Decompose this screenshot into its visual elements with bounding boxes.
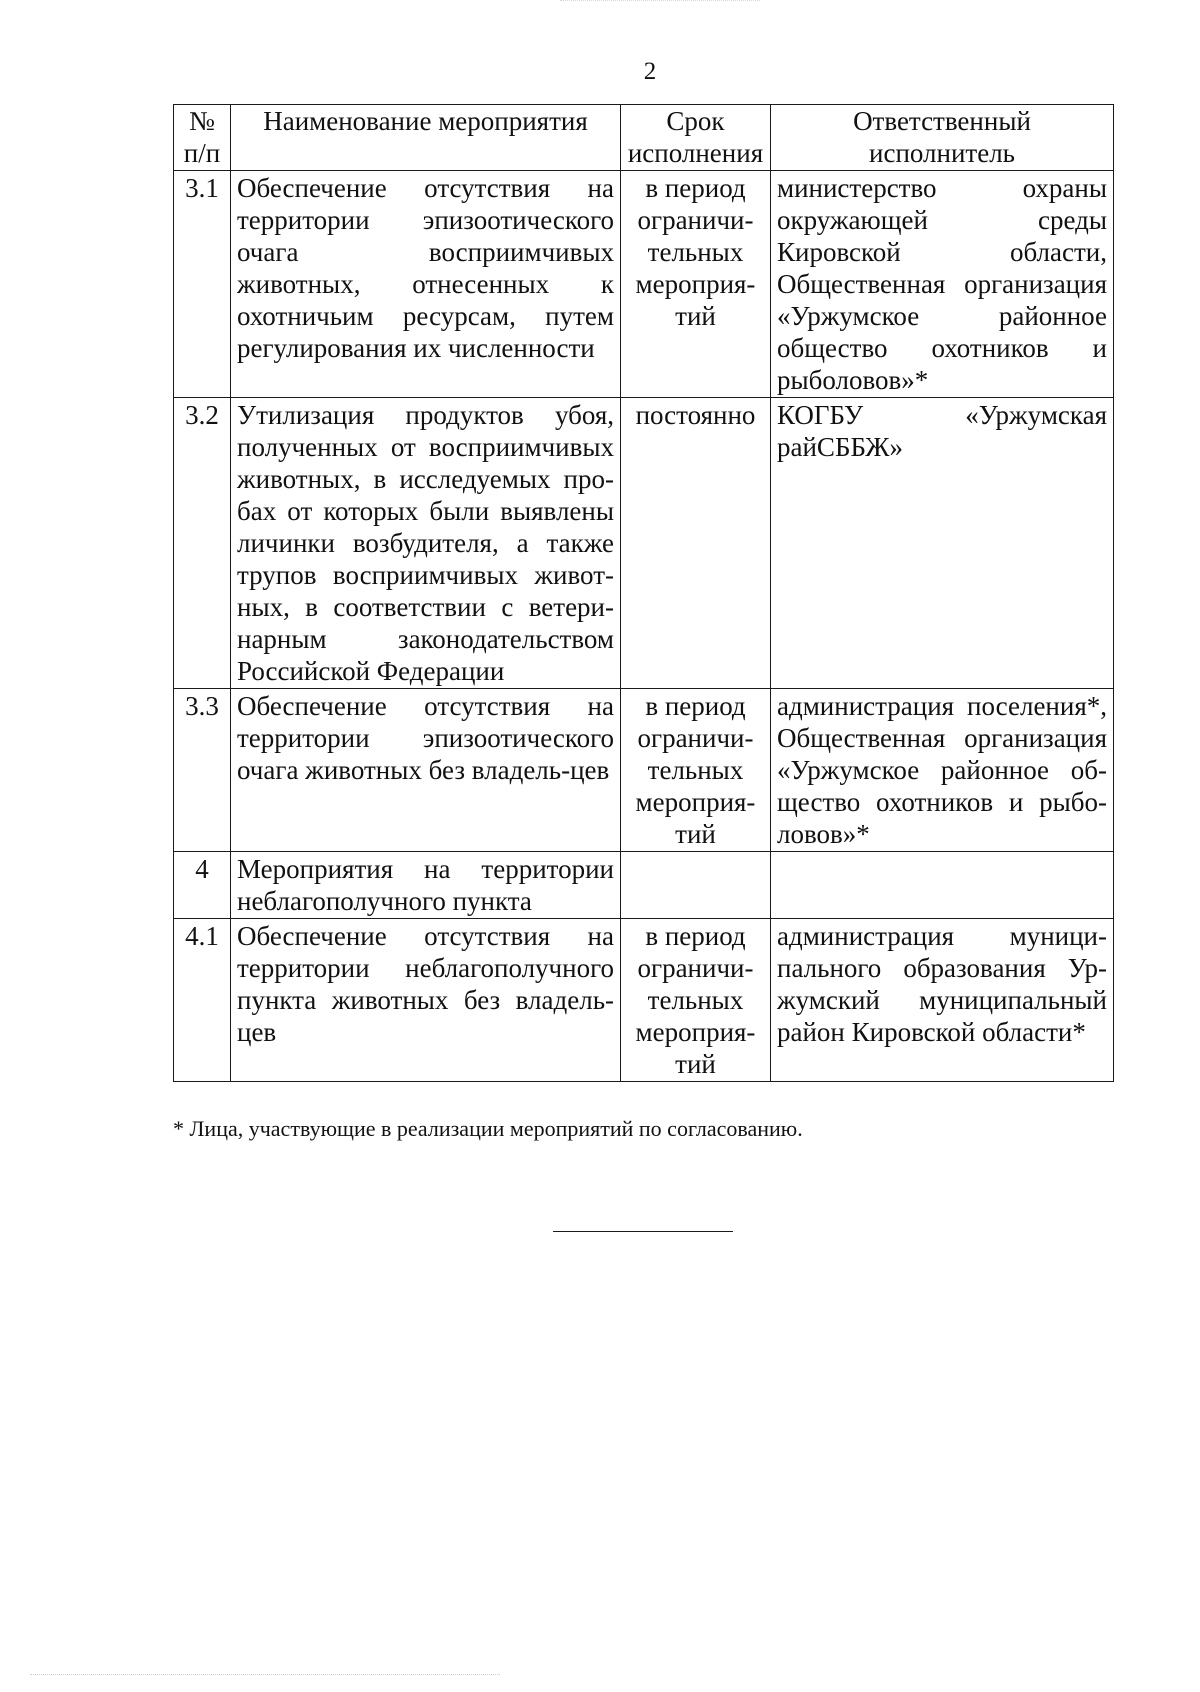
row-number: 3.1 [174,171,231,398]
row-term: в период ограничи-тельных мероприя-тий [621,689,771,852]
row-term: в период ограничи-тельных мероприя-тий [621,171,771,398]
row-number: 4.1 [174,919,231,1082]
header-name: Наименование мероприятия [231,105,621,171]
page-number: 2 [643,58,657,85]
row-name: Утилизация продуктов убоя, полученных от восприимчивых животных, в исследуемых про-бах от которых были выявлены личинки возбудителя, а также трупов восприимчивых живот-ных, в соответствии с ветери-нарным законодательством Российской Федерации [231,398,621,689]
table-row [174,919,1114,1082]
row-name: Обеспечение отсутствия на территории эпизоотического очага животных без владель-цев [231,689,621,852]
row-name: Обеспечение отсутствия на территории неблагополучного пункта животных без владель-цев [231,919,621,1082]
header-responsible: Ответственный исполнитель [771,105,1114,171]
scan-artifact-bottom [30,1674,500,1678]
row-term: в период ограничи-тельных мероприя-тий [621,919,771,1082]
row-responsible: министерство охраны окружающей среды Кировской области, Общественная организация «Уржумское районное общество охотников и рыболовов»* [771,171,1114,398]
table-row [174,852,1114,919]
row-term: постоянно [621,398,771,689]
scan-artifact-top [560,0,760,4]
table-row [174,398,1114,689]
row-responsible: КОГБУ «Уржумская райСББЖ» [771,398,1114,689]
row-responsible: администрация муници-пального образования Ур-жумский муниципальный район Кировской области* [771,919,1114,1082]
row-number: 3.3 [174,689,231,852]
row-name: Мероприятия на территории неблагополучного пункта [231,852,621,919]
row-number: 4 [174,852,231,919]
table-row [174,689,1114,852]
table-header-row [174,105,1114,171]
header-number: № п/п [174,105,231,171]
header-term: Срок исполнения [621,105,771,171]
row-term [621,852,771,919]
row-name: Обеспечение отсутствия на территории эпизоотического очага восприимчивых животных, отнесенных к охотничьим ресурсам, путем регулирования их численности [231,171,621,398]
footnote: * Лица, участвующие в реализации мероприятий по согласованию. [173,1116,803,1141]
row-responsible: администрация поселения*, Общественная организация «Уржумское районное об-щество охотников и рыбо-ловов»* [771,689,1114,852]
end-divider [553,1231,733,1232]
row-number: 3.2 [174,398,231,689]
measures-table [173,104,1114,1082]
row-responsible [771,852,1114,919]
table-row [174,171,1114,398]
